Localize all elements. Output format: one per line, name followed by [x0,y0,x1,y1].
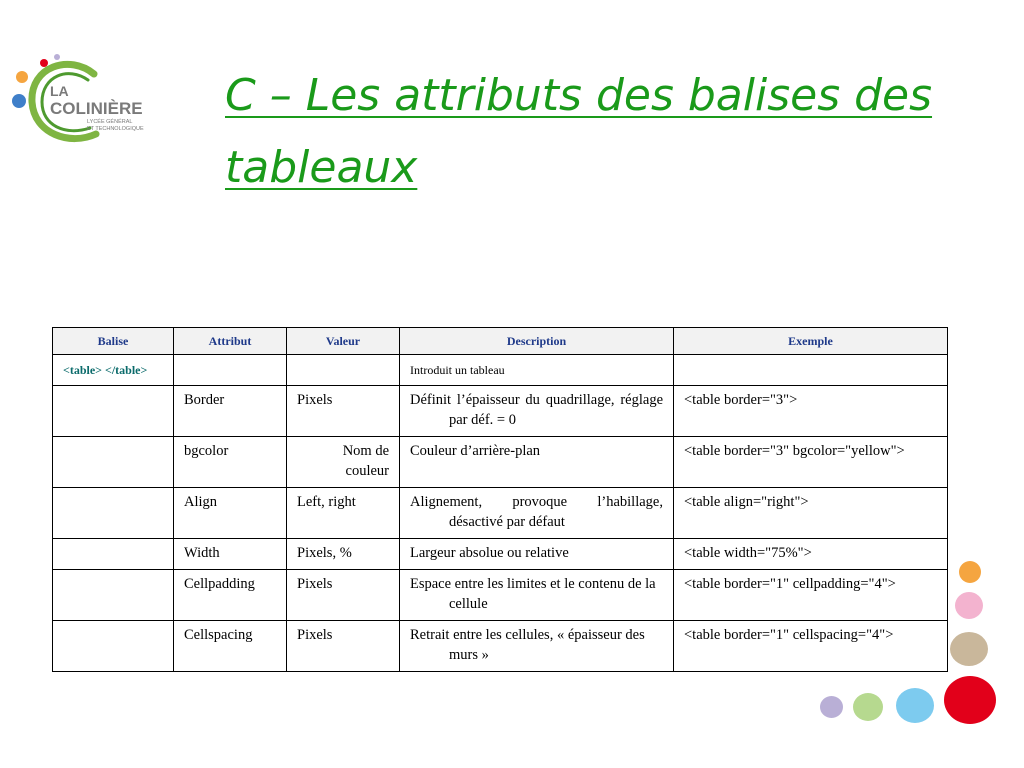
cell-attribut: Width [174,539,287,570]
cell-attribut [174,355,287,386]
header-balise: Balise [53,328,174,355]
cell-attribut: Align [174,488,287,539]
cell-valeur: Pixels [287,570,400,621]
cell-balise [53,621,174,672]
decor-dot-red [944,676,996,724]
balise-table-tag: <table> </table> [63,363,148,377]
cell-description: Alignement, provoque l’habillage, désactivé par défaut [400,488,674,539]
table-row [53,570,948,621]
table-row [53,437,948,488]
cell-balise [53,437,174,488]
decor-dot-pink [955,592,983,619]
table-row [53,386,948,437]
table-row [53,539,948,570]
la-coliniere-logo [10,52,175,147]
cell-balise [53,386,174,437]
cell-description: Définit l’épaisseur du quadrillage, réglage par déf. = 0 [400,386,674,437]
logo-dot-lavender [54,54,60,60]
table-row [53,488,948,539]
cell-exemple: <table border="1" cellspacing="4"> [674,621,948,672]
table-header-row [53,328,948,355]
cell-description: Introduit un tableau [400,355,674,386]
cell-balise [53,488,174,539]
cell-attribut: bgcolor [174,437,287,488]
cell-balise [53,355,174,386]
cell-description: Couleur d’arrière-plan [400,437,674,488]
logo-text-techno: ET TECHNOLOGIQUE [87,126,144,132]
table-row [53,355,948,386]
decor-dot-tan [950,632,988,666]
cell-description: Retrait entre les cellules, « épaisseur des murs » [400,621,674,672]
cell-exemple: <table border="3"> [674,386,948,437]
cell-balise [53,539,174,570]
cell-exemple: <table width="75%"> [674,539,948,570]
table-row [53,621,948,672]
cell-valeur [287,355,400,386]
logo-dot-red [40,59,48,67]
attributes-table [52,327,948,672]
logo-text-la: LA [50,83,69,99]
header-description: Description [400,328,674,355]
cell-valeur: Pixels [287,621,400,672]
slide-title [225,60,985,204]
cell-valeur: Pixels [287,386,400,437]
decor-dot-lavender [820,696,843,718]
cell-exemple [674,355,948,386]
decor-dot-blue [896,688,934,723]
cell-exemple: <table border="3" bgcolor="yellow"> [674,437,948,488]
cell-balise [53,570,174,621]
cell-description: Espace entre les limites et le contenu de la cellule [400,570,674,621]
header-valeur: Valeur [287,328,400,355]
slide-title-text: C – Les attributs des balises des tableaux [225,70,933,193]
cell-exemple: <table align="right"> [674,488,948,539]
cell-valeur: Left, right [287,488,400,539]
cell-attribut: Border [174,386,287,437]
cell-valeur: Nom de couleur [287,437,400,488]
cell-exemple: <table border="1" cellpadding="4"> [674,570,948,621]
logo-text-coliniere: COLINIÈRE [50,99,143,118]
header-exemple: Exemple [674,328,948,355]
cell-valeur: Pixels, % [287,539,400,570]
cell-attribut: Cellspacing [174,621,287,672]
cell-attribut: Cellpadding [174,570,287,621]
header-attribut: Attribut [174,328,287,355]
logo-dot-orange [16,71,28,83]
decor-dot-orange [959,561,981,583]
logo-text-lycee: LYCÉE GÉNÉRAL [87,119,133,125]
decor-dot-green [853,693,883,721]
logo-dot-blue [12,94,26,108]
cell-description: Largeur absolue ou relative [400,539,674,570]
